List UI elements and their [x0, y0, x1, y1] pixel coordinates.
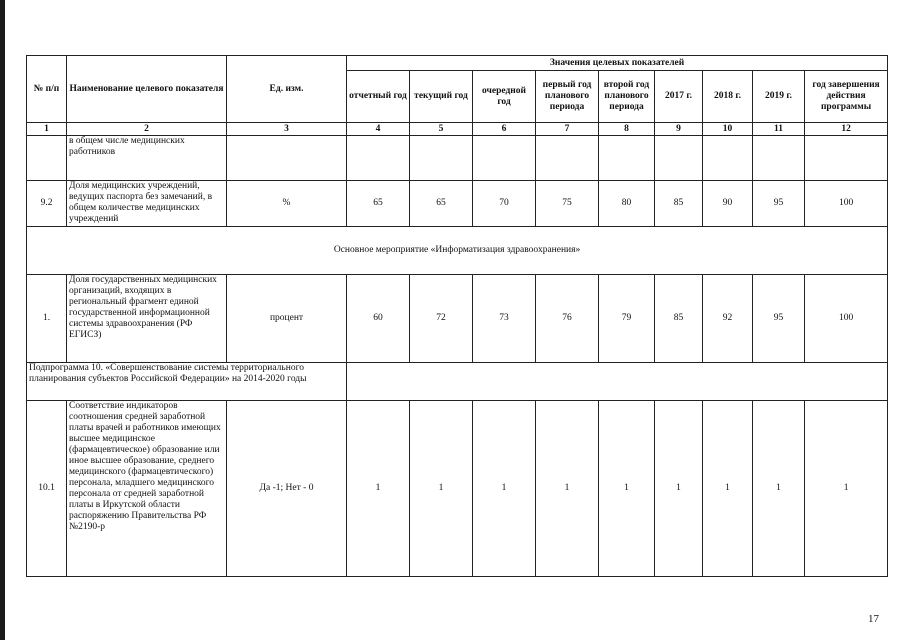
indicator-name: Доля медицинских учреждений, ведущих паспорта без замечаний, в общем количестве медицинских учреждений [67, 181, 227, 227]
col-number: 7 [536, 123, 599, 136]
header-unit: Ед. изм. [227, 56, 347, 123]
value-cell: 100 [805, 275, 888, 363]
value-cell: 1 [536, 401, 599, 577]
indicator-name: в общем числе медицинских работников [67, 136, 227, 181]
subprogram-row [27, 363, 888, 401]
column-number-row [27, 123, 888, 136]
header-col: 2017 г. [655, 71, 703, 123]
value-cell: 1 [805, 401, 888, 577]
scan-edge-bar [0, 0, 5, 640]
col-number: 3 [227, 123, 347, 136]
value-cell: 85 [655, 275, 703, 363]
unit: % [227, 181, 347, 227]
col-number: 1 [27, 123, 67, 136]
value-cell: 1 [753, 401, 805, 577]
col-number: 10 [703, 123, 753, 136]
col-number: 11 [753, 123, 805, 136]
indicator-name: Соответствие индикаторов соотношения средней заработной платы врачей и работников имеющих высшее медицинское (фармацевтическое) образование или иное высшее образование, среднего медицинского (фармацевтического) персонала, младшего медицинского персонала от средней заработной платы в Иркутской области распоряжению Правительства РФ №2190-р [67, 401, 227, 577]
value-cell: 100 [805, 181, 888, 227]
col-number: 5 [410, 123, 473, 136]
row-num: 1. [27, 275, 67, 363]
col-number: 12 [805, 123, 888, 136]
value-cell: 76 [536, 275, 599, 363]
row-num: 10.1 [27, 401, 67, 577]
value-cell: 75 [536, 181, 599, 227]
header-num: № п/п [27, 56, 67, 123]
unit: процент [227, 275, 347, 363]
col-number: 6 [473, 123, 536, 136]
header-name: Наименование целевого показателя [67, 56, 227, 123]
value-cell: 1 [703, 401, 753, 577]
value-cell: 95 [753, 275, 805, 363]
value-cell: 1 [473, 401, 536, 577]
header-col: 2018 г. [703, 71, 753, 123]
indicator-name: Доля государственных медицинских организаций, входящих в региональный фрагмент единой государственной информационной системы здравоохранения (РФ ЕГИСЗ) [67, 275, 227, 363]
value-cell: 1 [410, 401, 473, 577]
value-cell: 90 [703, 181, 753, 227]
header-col: очередной год [473, 71, 536, 123]
value-cell: 95 [753, 181, 805, 227]
header-col: 2019 г. [753, 71, 805, 123]
col-number: 4 [347, 123, 410, 136]
table-row [27, 181, 888, 227]
value-cell: 85 [655, 181, 703, 227]
value-cell: 1 [599, 401, 655, 577]
page-number: 17 [868, 613, 879, 625]
value-cell: 65 [410, 181, 473, 227]
col-number: 9 [655, 123, 703, 136]
header-col: год завершения действия программы [805, 71, 888, 123]
value-cell: 80 [599, 181, 655, 227]
target-indicators-table [26, 55, 888, 577]
col-number: 8 [599, 123, 655, 136]
table-row [27, 275, 888, 363]
section-row [27, 227, 888, 275]
header-col: отчетный год [347, 71, 410, 123]
value-cell: 1 [655, 401, 703, 577]
unit: Да -1; Нет - 0 [227, 401, 347, 577]
value-cell: 73 [473, 275, 536, 363]
value-cell: 70 [473, 181, 536, 227]
value-cell: 92 [703, 275, 753, 363]
header-group: Значения целевых показателей [347, 56, 888, 71]
section-title: Основное мероприятие «Информатизация здравоохранения» [27, 227, 888, 275]
table-row [27, 401, 888, 577]
subprogram-title: Подпрограмма 10. «Совершенствование системы территориального планирования субъектов Российской Федерации» на 2014-2020 годы [27, 363, 347, 401]
value-cell: 1 [347, 401, 410, 577]
header-col: второй год планового периода [599, 71, 655, 123]
header-col: текущий год [410, 71, 473, 123]
value-cell: 79 [599, 275, 655, 363]
value-cell: 60 [347, 275, 410, 363]
value-cell: 72 [410, 275, 473, 363]
table-row [27, 136, 888, 181]
value-cell: 65 [347, 181, 410, 227]
header-col: первый год планового периода [536, 71, 599, 123]
col-number: 2 [67, 123, 227, 136]
row-num: 9.2 [27, 181, 67, 227]
